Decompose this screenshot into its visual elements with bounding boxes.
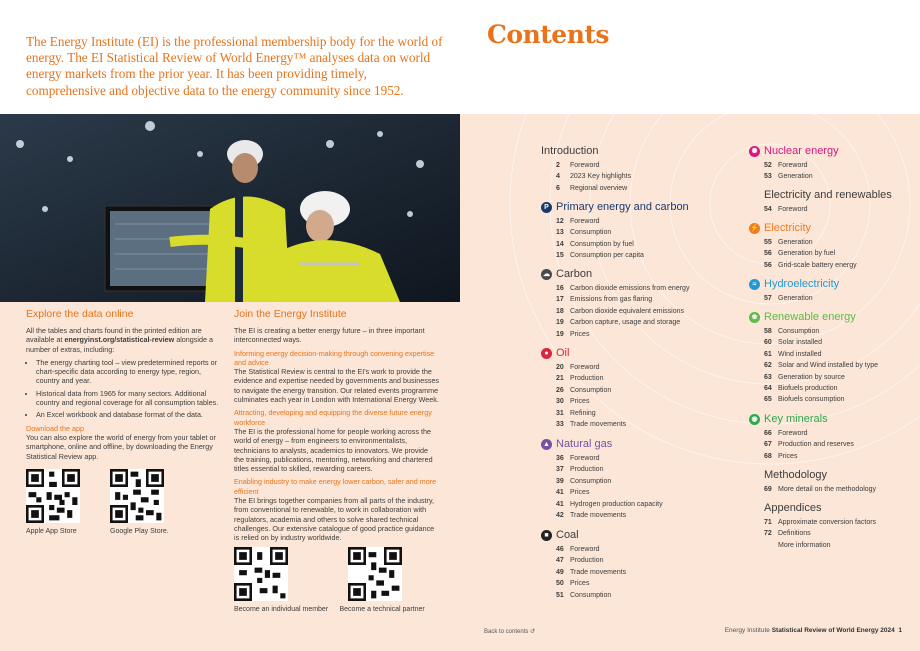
page-number: 49 bbox=[556, 568, 564, 576]
page-number: 56 bbox=[764, 261, 772, 269]
item-label: Generation bbox=[778, 173, 813, 181]
item-label: Biofuels production bbox=[778, 385, 838, 393]
page-number: 13 bbox=[556, 229, 564, 237]
list-item: • An Excel workbook and database format of the data. bbox=[36, 410, 226, 419]
item-label: Production and reserves bbox=[778, 441, 854, 449]
page-number: 56 bbox=[764, 250, 772, 258]
contents-item[interactable] bbox=[749, 260, 857, 271]
section-introduction bbox=[541, 144, 631, 194]
section-title: Electricity bbox=[764, 222, 812, 234]
leaf-icon: ❀ bbox=[749, 312, 760, 323]
page-number: 54 bbox=[764, 206, 772, 213]
page-number: 62 bbox=[764, 362, 772, 370]
item-label: Consumption bbox=[570, 229, 612, 237]
flame-icon: ▲ bbox=[541, 439, 552, 450]
page-number: 71 bbox=[764, 519, 772, 526]
section-header[interactable] bbox=[541, 200, 689, 214]
item-label: Refining bbox=[570, 409, 596, 417]
qr-apple-block[interactable] bbox=[26, 469, 80, 536]
page-number: 61 bbox=[764, 350, 772, 358]
section-renewable bbox=[749, 310, 878, 406]
page-number: 64 bbox=[764, 385, 772, 393]
page-number: 37 bbox=[556, 466, 564, 474]
back-to-contents-link[interactable]: Back to contents ↺ bbox=[484, 629, 536, 635]
explore-link[interactable]: energyinst.org/statistical-review bbox=[64, 335, 175, 345]
section-header[interactable] bbox=[749, 221, 857, 235]
join-column bbox=[234, 308, 439, 614]
page-number: 6 bbox=[556, 184, 560, 192]
page-footer: Energy Institute Statistical Review of World Energy 2024 1 bbox=[724, 627, 902, 634]
download-title: Download the app bbox=[26, 423, 84, 433]
item-label: Foreword bbox=[778, 162, 808, 169]
page-number: 60 bbox=[764, 339, 772, 347]
contents-item[interactable] bbox=[749, 517, 876, 528]
contents-item[interactable] bbox=[541, 567, 626, 578]
section-carbon bbox=[541, 267, 689, 340]
item-label: Carbon dioxide emissions from energy bbox=[570, 285, 690, 292]
item-label: Definitions bbox=[778, 530, 811, 538]
page-number: 17 bbox=[556, 296, 564, 304]
contents-item[interactable] bbox=[541, 283, 689, 294]
contents-item[interactable] bbox=[541, 329, 689, 340]
item-label: Biofuels consumption bbox=[778, 396, 845, 404]
contents-item[interactable] bbox=[749, 528, 876, 539]
contents-item[interactable] bbox=[749, 171, 839, 182]
item-label: Approximate conversion factors bbox=[778, 519, 877, 526]
page-number: 26 bbox=[556, 386, 564, 394]
page-number: 69 bbox=[764, 486, 772, 493]
contents-item[interactable] bbox=[541, 385, 626, 396]
item-label: Production bbox=[570, 557, 604, 565]
contents-item[interactable] bbox=[749, 204, 892, 215]
section-header[interactable] bbox=[541, 346, 626, 360]
item-label: Emissions from gas flaring bbox=[570, 296, 653, 304]
page-number: 4 bbox=[556, 173, 560, 181]
section-appendices bbox=[749, 501, 876, 551]
page-number: 39 bbox=[556, 477, 564, 485]
page-number: 41 bbox=[556, 500, 564, 508]
item-label: Generation bbox=[778, 239, 813, 246]
page-number: 19 bbox=[556, 330, 564, 338]
section-title: Oil bbox=[556, 347, 570, 359]
explore-column bbox=[26, 308, 226, 536]
section-header[interactable] bbox=[749, 412, 854, 426]
contents-item[interactable] bbox=[541, 250, 689, 261]
item-label: Prices bbox=[570, 398, 590, 406]
qr-caption: Become a technical partner bbox=[339, 605, 425, 613]
contents-item[interactable] bbox=[541, 396, 626, 407]
section-title: Natural gas bbox=[556, 438, 613, 450]
section-primary bbox=[541, 200, 689, 262]
contents-item[interactable] bbox=[541, 499, 663, 510]
contents-item[interactable] bbox=[541, 544, 626, 555]
page-number: 36 bbox=[556, 455, 564, 462]
item-label: Foreword bbox=[570, 546, 600, 553]
page-number: 2 bbox=[556, 162, 560, 169]
coal-icon: ■ bbox=[541, 530, 552, 541]
contents-item[interactable] bbox=[541, 171, 631, 182]
contents-item[interactable] bbox=[749, 349, 878, 360]
page-number: 63 bbox=[764, 373, 772, 381]
contents-item[interactable] bbox=[541, 306, 689, 317]
bolt-icon: ⚡ bbox=[750, 224, 759, 232]
section-header[interactable] bbox=[749, 310, 878, 324]
contents-item[interactable] bbox=[749, 326, 878, 337]
qr-code-icon[interactable] bbox=[234, 547, 288, 601]
contents-item[interactable] bbox=[749, 160, 839, 171]
page-number: 33 bbox=[556, 421, 564, 429]
section-title: Key minerals bbox=[764, 413, 828, 425]
list-item: • Historical data from 1965 for many sectors. Additional country and regional coverage for all consumption tables. bbox=[36, 389, 226, 408]
page-number: 51 bbox=[556, 591, 564, 599]
contents-item[interactable] bbox=[541, 317, 689, 328]
section-title[interactable]: Electricity and renewables bbox=[764, 189, 892, 201]
item-label: More information bbox=[778, 541, 831, 549]
item-label: Consumption bbox=[570, 591, 612, 599]
section-minerals bbox=[749, 412, 854, 462]
item-label: Trade movements bbox=[570, 512, 627, 520]
contents-item[interactable] bbox=[749, 439, 854, 450]
item-label: Production bbox=[570, 466, 604, 474]
contents-item[interactable] bbox=[541, 487, 663, 498]
download-text: You can also explore the world of energy from your tablet or smartphone, online and offline, by downloading the Energy Statistical Review app. bbox=[26, 432, 216, 461]
item-label: Trade movements bbox=[570, 568, 627, 576]
contents-item[interactable] bbox=[749, 540, 876, 551]
contents-title: Contents bbox=[487, 20, 610, 49]
contents-item[interactable] bbox=[749, 248, 857, 259]
join-intro: The EI is creating a better energy future – in three important interconnected ways. bbox=[234, 326, 425, 345]
page-number: 47 bbox=[556, 557, 564, 565]
section-methodology bbox=[749, 468, 876, 495]
item-label: Generation by fuel bbox=[778, 250, 836, 258]
contents-item[interactable] bbox=[749, 394, 878, 405]
wave-icon: ≈ bbox=[749, 279, 760, 290]
join-s3-text: The EI brings together companies from all parts of the industry, from conventional to renewable, to work in collaboration with regulators, academia and others to solve shared technical challenges. Our extensive catalogue of good practice guidance is relied on by industry worldwide. bbox=[234, 496, 435, 543]
section-gas bbox=[541, 437, 663, 521]
contents-item[interactable] bbox=[541, 419, 626, 430]
item-label: Foreword bbox=[778, 206, 808, 213]
contents-item[interactable] bbox=[749, 337, 878, 348]
page-number: 58 bbox=[764, 328, 772, 335]
section-electricity bbox=[749, 221, 857, 271]
contents-item[interactable] bbox=[541, 555, 626, 566]
item-label: Wind installed bbox=[778, 350, 822, 358]
item-label: Foreword bbox=[570, 162, 600, 169]
page-number: 65 bbox=[764, 396, 772, 404]
page-number: 20 bbox=[556, 364, 564, 371]
drop-icon: ● bbox=[541, 348, 552, 359]
join-s1-text: The Statistical Review is central to the EI's work to provide the evidence and expertise needed by governments and businesses to navigate the energy transition. Our related events programme culminates each year in London with International Energy Week. bbox=[234, 367, 439, 405]
section-title[interactable]: Appendices bbox=[764, 502, 822, 514]
page-number: 52 bbox=[764, 162, 772, 169]
page-number: 18 bbox=[556, 307, 564, 315]
atom-icon: ✺ bbox=[749, 146, 760, 157]
page-number: 14 bbox=[556, 240, 564, 248]
join-s3-title: Enabling industry to make energy lower carbon, safer and more efficient bbox=[234, 477, 437, 496]
item-label: Consumption bbox=[778, 328, 820, 335]
item-label: Foreword bbox=[778, 430, 808, 437]
item-label: Consumption bbox=[570, 386, 612, 394]
contents-item[interactable] bbox=[749, 360, 878, 371]
contents-item[interactable] bbox=[541, 294, 689, 305]
contents-item[interactable] bbox=[749, 484, 876, 495]
item-label: 2023 Key highlights bbox=[570, 173, 632, 181]
join-s1-title: Informing energy decision-making through convening expertise and advice bbox=[234, 348, 435, 367]
contents-item[interactable] bbox=[541, 510, 663, 521]
page-number: 16 bbox=[556, 285, 564, 292]
page-number bbox=[764, 540, 778, 551]
item-label: Carbon capture, usage and storage bbox=[570, 319, 681, 327]
page-number: 72 bbox=[764, 530, 772, 538]
contents-item[interactable] bbox=[749, 428, 854, 439]
contents-item[interactable] bbox=[541, 373, 626, 384]
page-number: 57 bbox=[764, 295, 772, 302]
contents-item[interactable] bbox=[749, 372, 878, 383]
qr-caption: Become an individual member bbox=[234, 605, 329, 613]
page-number: 55 bbox=[764, 239, 772, 246]
qr-caption: Google Play Store. bbox=[110, 527, 169, 535]
item-label: Consumption bbox=[570, 477, 612, 485]
contents-item[interactable] bbox=[541, 464, 663, 475]
page-number: 68 bbox=[764, 452, 772, 460]
join-s2-title: Attracting, developing and equipping the diverse future energy workforce bbox=[234, 408, 432, 427]
section-header[interactable] bbox=[541, 267, 689, 281]
intro-text: The Energy Institute (EI) is the professional membership body for the world of energy. The EI Statistical Review of World Energy™ analyses data on world energy markets from the prior year. It has been providing timely, comprehensive and objective data to the energy community since 1952. bbox=[26, 34, 443, 98]
contents-item[interactable] bbox=[541, 160, 631, 171]
qr-code-icon[interactable] bbox=[348, 547, 402, 601]
section-oil bbox=[541, 346, 626, 430]
qr-caption: Apple App Store bbox=[26, 527, 77, 535]
page-number: 42 bbox=[556, 512, 564, 520]
contents-item[interactable] bbox=[541, 227, 689, 238]
item-label: Generation bbox=[778, 295, 813, 302]
contents-item[interactable] bbox=[541, 362, 626, 373]
qr-code-icon[interactable] bbox=[26, 469, 80, 523]
contents-item[interactable] bbox=[749, 237, 857, 248]
section-nuclear bbox=[749, 144, 839, 183]
item-label: Solar and Wind installed by type bbox=[778, 362, 878, 370]
section-title: Renewable energy bbox=[764, 311, 856, 323]
primary-energy-icon: P bbox=[541, 202, 552, 213]
item-label: Prices bbox=[570, 489, 590, 497]
contents-item[interactable] bbox=[749, 383, 878, 394]
item-label: Hydrogen production capacity bbox=[570, 500, 663, 508]
return-icon: ↺ bbox=[530, 629, 536, 635]
join-s2-text: The EI is the professional home for people working across the world of energy – from engineers to environmentalists, technicians to analysts, academics to innovators. We provide the training, publications, mentoring, networking and chartered titles essential to skilled, rewarding careers. bbox=[234, 426, 433, 474]
item-label: Carbon dioxide equivalent emissions bbox=[570, 307, 685, 315]
contents-item[interactable] bbox=[541, 476, 663, 487]
join-title: Join the Energy Institute bbox=[234, 308, 347, 320]
contents-item[interactable] bbox=[749, 451, 854, 462]
contents-item[interactable] bbox=[541, 578, 626, 589]
page-number: 19 bbox=[556, 319, 564, 327]
section-coal bbox=[541, 528, 626, 601]
item-label: Regional overview bbox=[570, 184, 628, 192]
item-label: Solar installed bbox=[778, 339, 822, 347]
item-label: Trade movements bbox=[570, 421, 627, 429]
qr-partner-block[interactable] bbox=[340, 547, 440, 614]
page-number: 31 bbox=[556, 409, 564, 417]
item-label: Foreword bbox=[570, 218, 600, 225]
section-title[interactable]: Methodology bbox=[764, 469, 827, 481]
mineral-icon: ◉ bbox=[749, 414, 760, 425]
cloud-icon: ☁ bbox=[543, 270, 550, 278]
qr-code-icon[interactable] bbox=[110, 469, 164, 523]
section-title: Hydroelectricity bbox=[764, 278, 840, 290]
item-label: Consumption per capita bbox=[570, 252, 644, 260]
qr-google-block[interactable] bbox=[110, 469, 169, 536]
section-title: Coal bbox=[556, 529, 579, 541]
section-hydro bbox=[749, 277, 839, 304]
section-header[interactable] bbox=[749, 277, 839, 291]
contents-item[interactable] bbox=[749, 293, 839, 304]
page-number: 46 bbox=[556, 546, 564, 553]
contents-item[interactable] bbox=[541, 453, 663, 464]
section-title: Carbon bbox=[556, 268, 593, 280]
section-title[interactable]: Introduction bbox=[541, 145, 599, 157]
section-header[interactable] bbox=[749, 144, 839, 158]
section-header[interactable] bbox=[541, 528, 626, 542]
contents-item[interactable] bbox=[541, 183, 631, 194]
item-label: Foreword bbox=[570, 455, 600, 462]
explore-title: Explore the data online bbox=[26, 308, 134, 320]
item-label: Grid-scale battery energy bbox=[778, 261, 857, 269]
contents-item[interactable] bbox=[541, 239, 689, 250]
item-label: Prices bbox=[570, 580, 590, 588]
page-number: 15 bbox=[556, 252, 564, 260]
contents-item[interactable] bbox=[541, 408, 626, 419]
hero-photo bbox=[0, 114, 460, 302]
section-header[interactable] bbox=[541, 437, 663, 451]
section-title: Nuclear energy bbox=[764, 145, 839, 157]
page-number: 67 bbox=[764, 441, 772, 449]
qr-member-block[interactable] bbox=[234, 547, 334, 614]
section-title: Primary energy and carbon bbox=[556, 201, 689, 213]
page-number: 66 bbox=[764, 430, 772, 437]
item-label: Prices bbox=[778, 452, 798, 460]
list-item: • The energy charting tool – view predetermined reports or chart-specific data according to energy type, region, country and year. bbox=[36, 358, 226, 386]
page-number: 30 bbox=[556, 398, 564, 406]
contents-item[interactable] bbox=[541, 216, 689, 227]
contents-item[interactable] bbox=[541, 590, 626, 601]
item-label: Production bbox=[570, 375, 604, 383]
page-number: 12 bbox=[556, 218, 564, 225]
explore-bullets bbox=[26, 358, 226, 420]
item-label: Foreword bbox=[570, 364, 600, 371]
section-elec-ren bbox=[749, 188, 892, 215]
item-label: More detail on the methodology bbox=[778, 486, 877, 493]
page-number: 41 bbox=[556, 489, 564, 497]
page-number: 53 bbox=[764, 173, 772, 181]
page-number: 50 bbox=[556, 580, 564, 588]
explore-intro: All the tables and charts found in the printed edition are available at energyinst.org/statistical-review alongside a number of extras, including: bbox=[26, 326, 213, 354]
item-label: Prices bbox=[570, 330, 590, 338]
item-label: Consumption by fuel bbox=[570, 240, 634, 248]
page-number: 21 bbox=[556, 375, 564, 383]
item-label: Generation by source bbox=[778, 373, 845, 381]
